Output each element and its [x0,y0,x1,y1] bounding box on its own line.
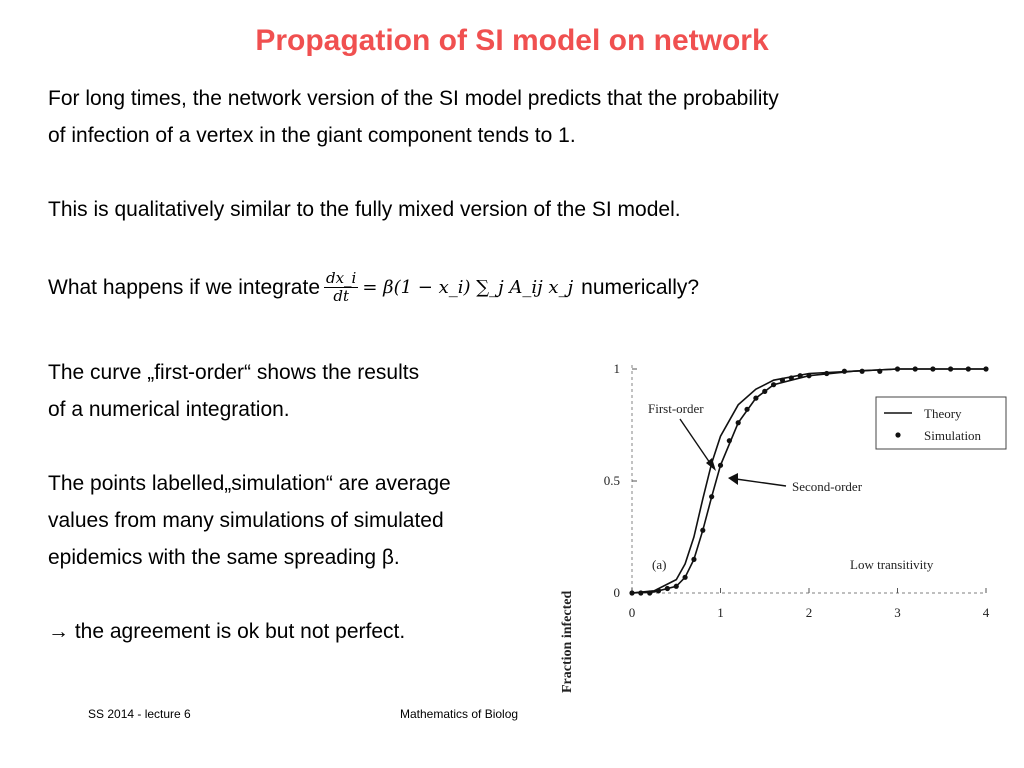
simulation-point [930,366,935,371]
x-tick-label: 1 [717,605,724,620]
slide-title: Propagation of SI model on network [255,24,769,57]
p4-line2: values from many simulations of simulated [48,509,444,532]
simulation-point [647,590,652,595]
simulation-point [895,366,900,371]
simulation-point [860,369,865,374]
simulation-point [824,371,829,376]
para1-line2: of infection of a vertex in the giant component tends to 1. [48,124,576,147]
simulation-point [674,584,679,589]
arrow-first-order [680,419,710,463]
simulation-point [744,407,749,412]
simulation-point [771,382,776,387]
annotation-first-order: First-order [648,401,704,416]
simulation-point [913,366,918,371]
x-tick-label: 2 [805,605,813,620]
arrow-second-order [736,479,786,486]
simulation-point [665,586,670,591]
para2: This is qualitatively similar to the fully mixed version of the SI model. [48,198,681,221]
panel-label: (a) [652,557,667,572]
simulation-point [780,378,785,383]
simulation-point [877,369,882,374]
p3-line1: The curve „first-order“ shows the results [48,361,420,384]
para1-line1: For long times, the network version of the SI model predicts that the probability [48,87,779,110]
eq-suffix: numerically? [581,275,700,299]
equation-line [48,270,699,305]
legend-point-swatch [895,432,900,437]
simulation-point [983,366,988,371]
simulation-point [700,528,705,533]
annotation-low-transitivity: Low transitivity [850,557,934,572]
simulation-point [789,375,794,380]
annotation-second-order: Second-order [792,479,863,494]
simulation-point [638,590,643,595]
p4-line1: The points labelled„simulation“ are average [48,472,451,495]
p3-line2: of a numerical integration. [48,398,290,421]
y-tick-label: 1 [613,361,620,376]
eq-denominator: dt [333,287,349,305]
simulation-point [762,389,767,394]
footer-center: Mathematics of Biolog [400,707,519,721]
simulation-point [948,366,953,371]
simulation-point [806,373,811,378]
footer-left: SS 2014 - lecture 6 [88,707,191,721]
simulation-point [683,575,688,580]
legend-label-simulation: Simulation [924,428,982,443]
x-tick-label: 0 [628,605,636,620]
p5: → the agreement is ok but not perfect. [48,620,406,643]
simulation-point [842,369,847,374]
x-tick-label: 4 [982,605,990,620]
legend-label-theory: Theory [924,406,962,421]
simulation-point [798,373,803,378]
simulation-point [727,438,732,443]
eq-numerator: dx_i [326,269,357,287]
y-tick-label: 0 [613,585,620,600]
simulation-point [691,557,696,562]
y-tick-label: 0.5 [603,473,620,488]
y-axis-label: Fraction infected [560,590,575,693]
p4-line3: epidemics with the same spreading β. [48,546,400,569]
simulation-point [656,588,661,593]
simulation-point [736,420,741,425]
eq-prefix: What happens if we integrate [48,275,320,299]
simulation-point [709,494,714,499]
eq-fraction [324,270,358,305]
arrowhead-second-order [728,473,738,485]
simulation-point [718,463,723,468]
simulation-point [629,590,634,595]
eq-rhs: = β(1 − x_i) ∑_j A_ij x_j [362,277,574,298]
simulation-point [966,366,971,371]
x-tick-label: 3 [894,605,901,620]
si-figure [540,345,1024,705]
simulation-point [753,396,758,401]
